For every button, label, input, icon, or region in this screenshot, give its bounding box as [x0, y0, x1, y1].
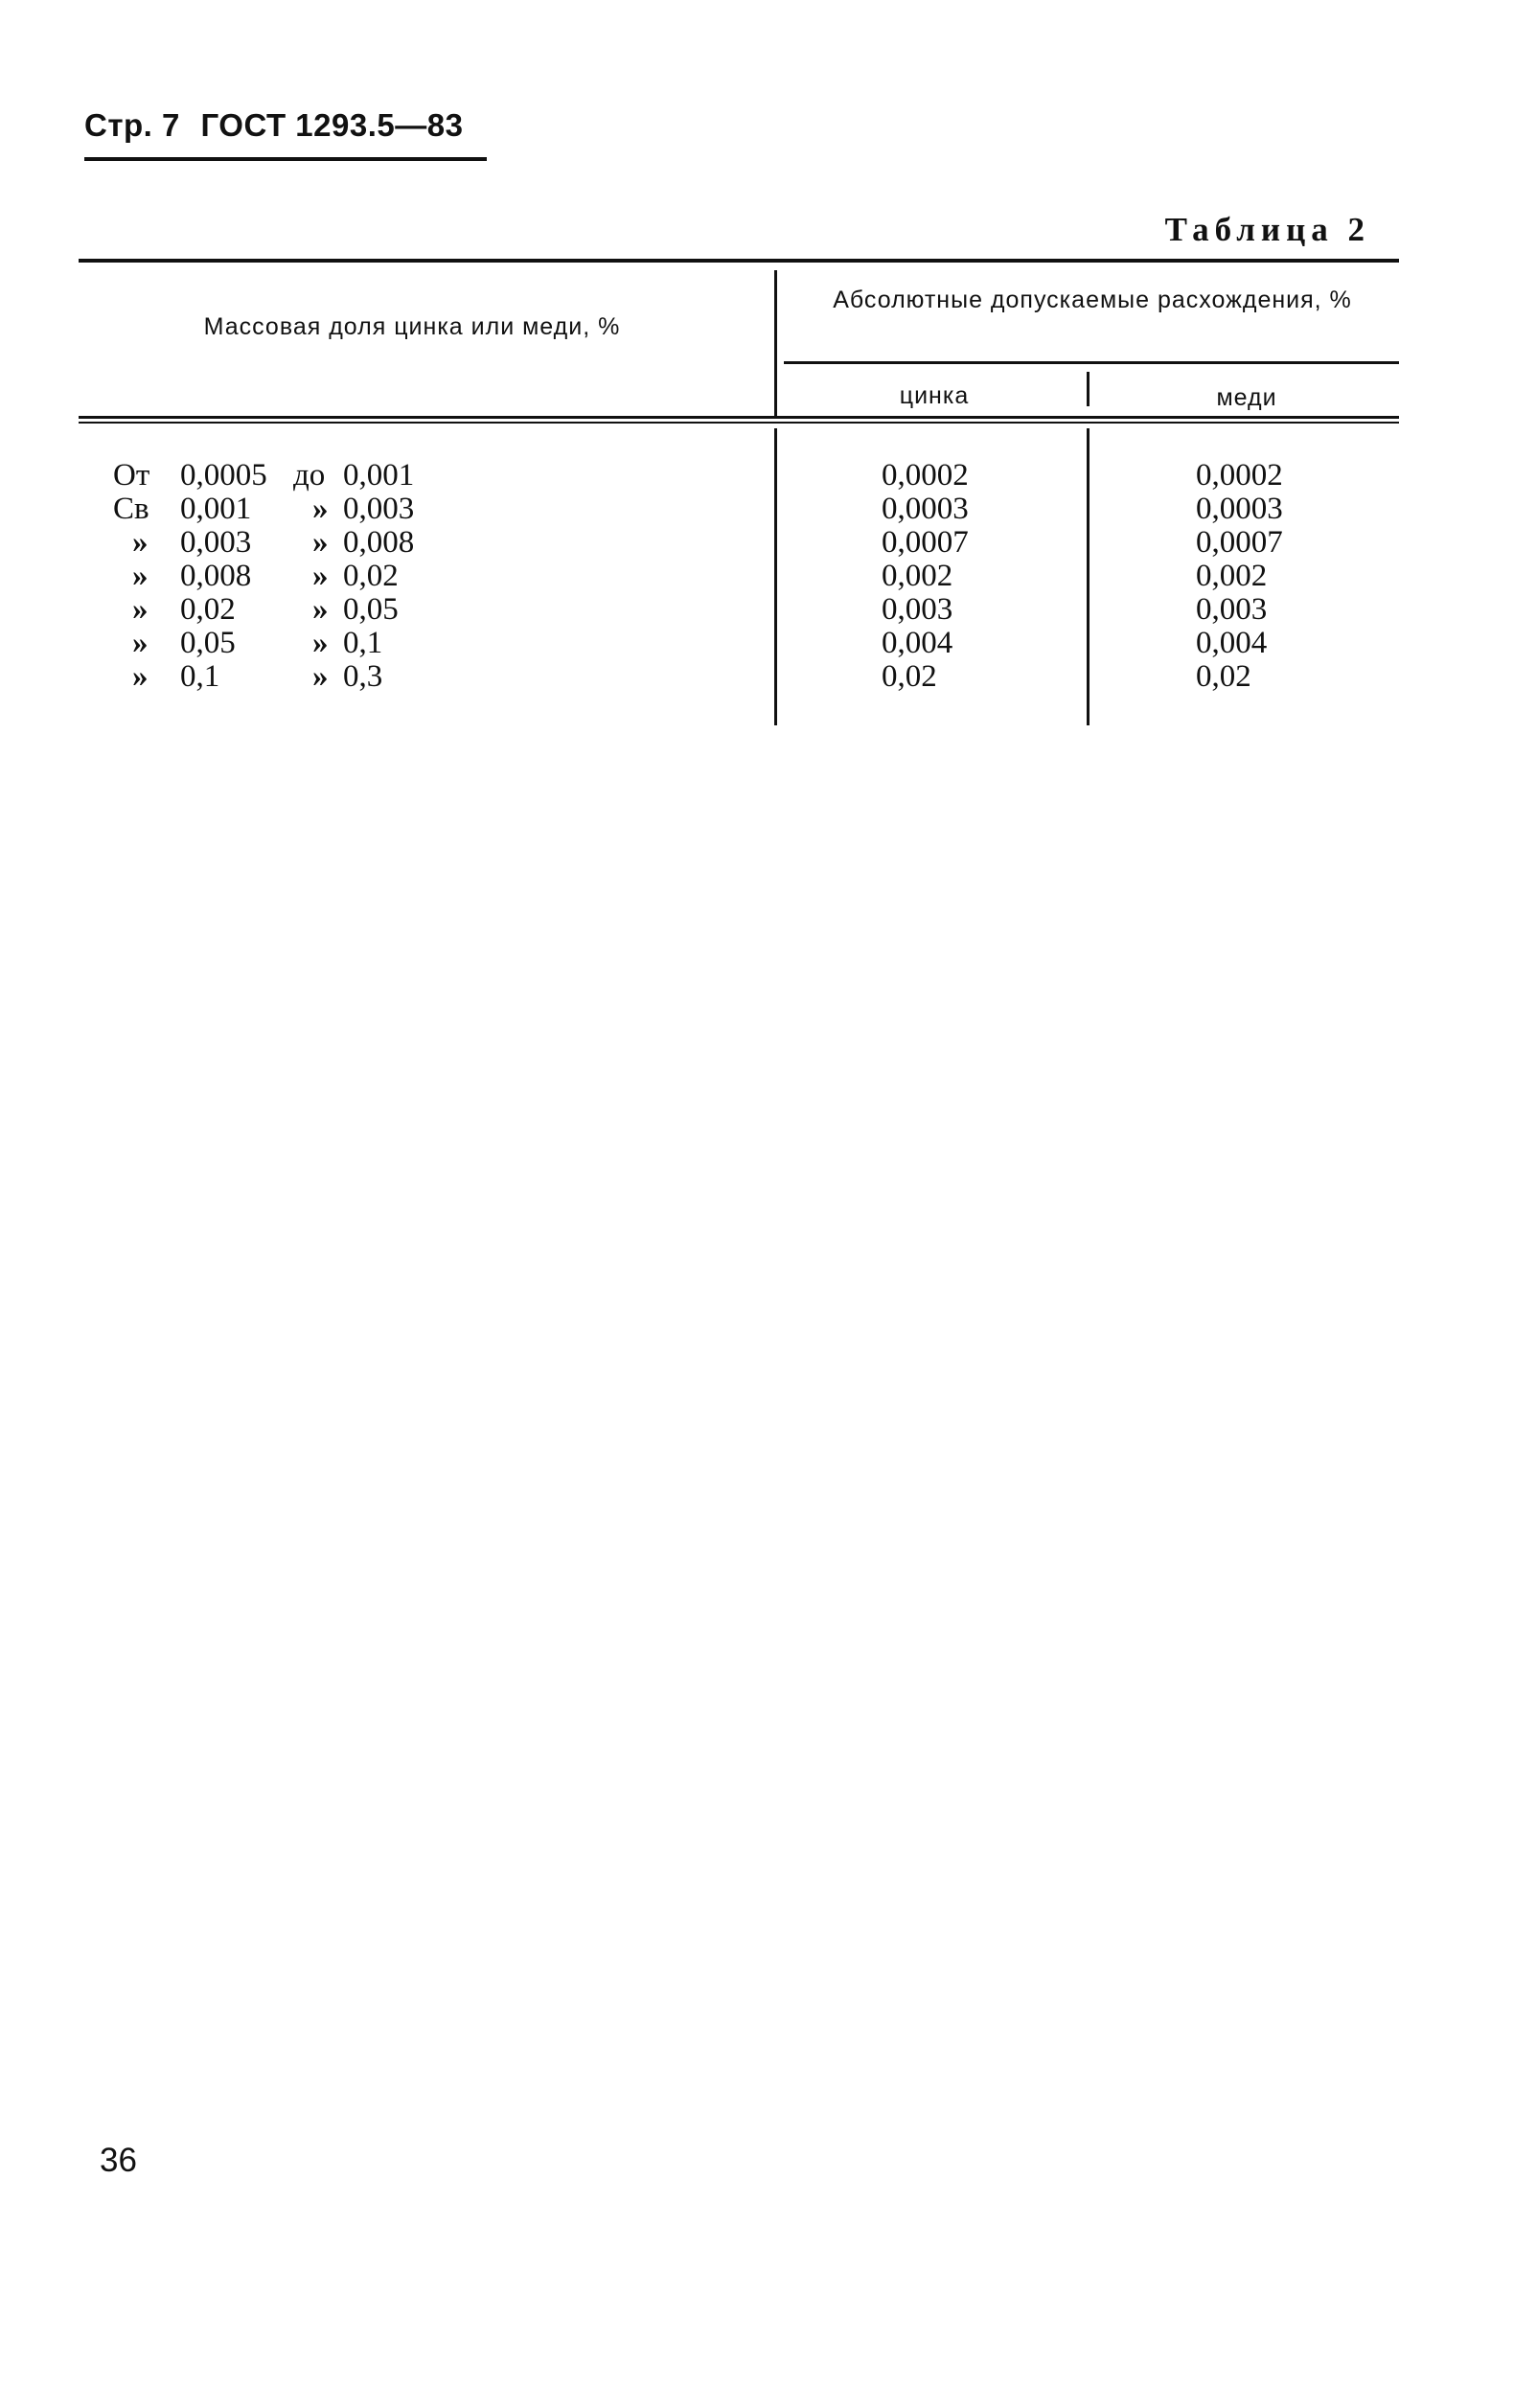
range-from: 0,05 [180, 626, 236, 660]
range-prefix: » [132, 659, 149, 694]
zinc-tolerance: 0,002 [882, 559, 953, 593]
copper-tolerance: 0,0007 [1196, 525, 1283, 560]
range-from: 0,0005 [180, 458, 267, 493]
range-from: 0,008 [180, 559, 252, 593]
zinc-tolerance: 0,0007 [882, 525, 969, 560]
column-divider [1087, 372, 1090, 406]
table-top-rule [79, 259, 1399, 263]
copper-tolerance: 0,02 [1196, 659, 1251, 694]
range-separator: до [293, 458, 326, 493]
page-header [84, 107, 474, 144]
range-from: 0,02 [180, 592, 236, 627]
range-from: 0,001 [180, 492, 252, 526]
range-prefix: Св [113, 492, 149, 526]
copper-tolerance: 0,003 [1196, 592, 1268, 627]
copper-tolerance: 0,004 [1196, 626, 1268, 660]
subheader-rule [784, 361, 1399, 364]
range-prefix: » [132, 592, 149, 627]
range-to: 0,008 [343, 525, 415, 560]
range-prefix: От [113, 458, 150, 493]
range-prefix: » [132, 525, 149, 560]
range-to: 0,02 [343, 559, 399, 593]
range-from: 0,003 [180, 525, 252, 560]
range-to: 0,001 [343, 458, 415, 493]
column-header-mass-fraction: Массовая доля цинка или меди, % [203, 313, 621, 340]
zinc-tolerance: 0,0002 [882, 458, 969, 493]
table-title: Таблица 2 [1164, 211, 1370, 248]
range-from: 0,1 [180, 659, 220, 694]
range-to: 0,1 [343, 626, 383, 660]
range-to: 0,3 [343, 659, 383, 694]
copper-tolerance: 0,0002 [1196, 458, 1283, 493]
column-header-zinc: цинка [899, 382, 970, 409]
zinc-tolerance: 0,003 [882, 592, 953, 627]
range-separator: » [312, 592, 329, 627]
range-prefix: » [132, 559, 149, 593]
range-separator: » [312, 525, 329, 560]
header-bottom-rule [79, 416, 1399, 419]
standard-code: ГОСТ 1293.5—83 [200, 107, 464, 143]
range-separator: » [312, 492, 329, 526]
zinc-tolerance: 0,02 [882, 659, 937, 694]
header-bottom-rule-double [79, 422, 1399, 424]
range-prefix: » [132, 626, 149, 660]
zinc-tolerance: 0,004 [882, 626, 953, 660]
column-divider [1087, 428, 1090, 725]
range-to: 0,05 [343, 592, 399, 627]
range-to: 0,003 [343, 492, 415, 526]
header-underline [84, 157, 487, 161]
copper-tolerance: 0,002 [1196, 559, 1268, 593]
page-label: Стр. 7 [84, 107, 180, 143]
range-separator: » [312, 559, 329, 593]
page-number: 36 [100, 2142, 137, 2179]
column-header-copper: меди [1216, 384, 1277, 411]
column-divider [774, 270, 777, 416]
column-divider [774, 428, 777, 725]
column-header-absolute-tolerance: Абсолютные допускаемые расхождения, % [833, 287, 1352, 313]
range-separator: » [312, 626, 329, 660]
zinc-tolerance: 0,0003 [882, 492, 969, 526]
range-separator: » [312, 659, 329, 694]
copper-tolerance: 0,0003 [1196, 492, 1283, 526]
